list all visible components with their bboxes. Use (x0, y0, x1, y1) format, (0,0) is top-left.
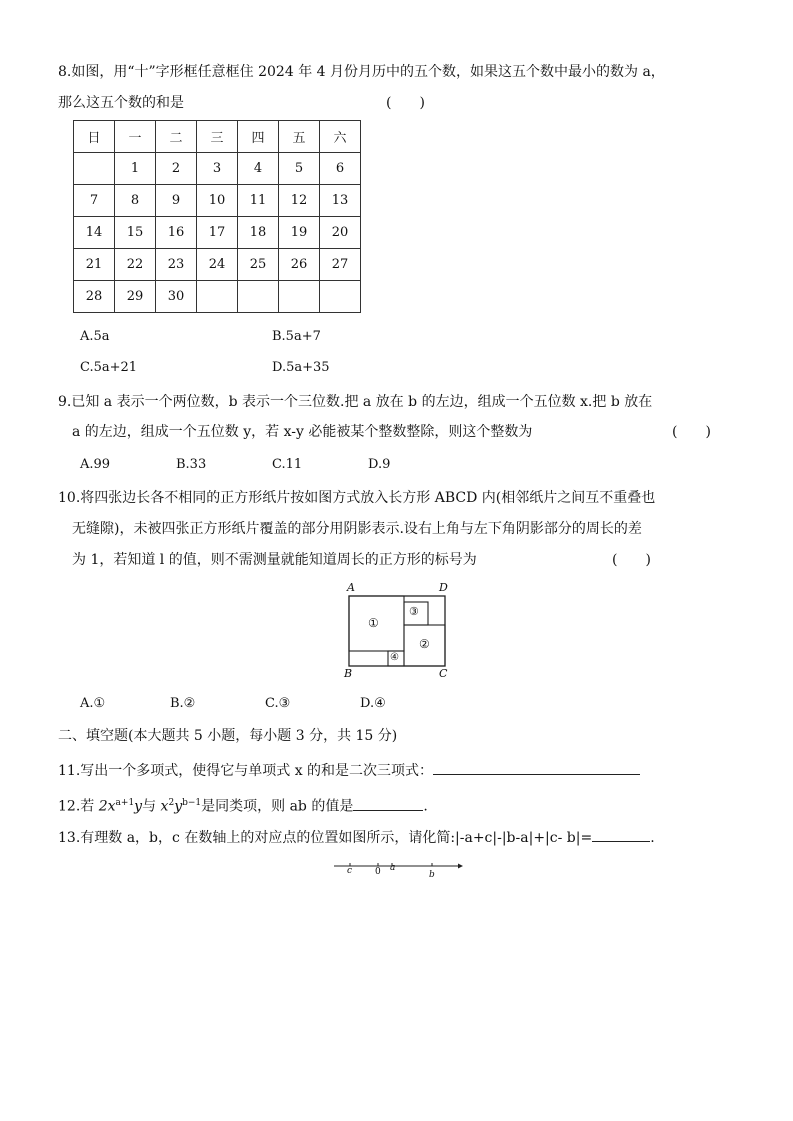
q12-term2-exponent-1: 2 (168, 798, 175, 808)
calendar-header: 四 (238, 121, 279, 153)
calendar-cell (238, 281, 279, 313)
calendar-cell: 18 (238, 217, 279, 249)
calendar-cell: 12 (279, 185, 320, 217)
q10-option-b[interactable]: B.② (170, 696, 196, 711)
number-line-figure (330, 858, 465, 882)
number-line-label-b: b (429, 870, 435, 880)
calendar-cell: 14 (74, 217, 115, 249)
calendar-cell: 1 (115, 153, 156, 185)
calendar-header: 三 (197, 121, 238, 153)
calendar-cell: 27 (320, 249, 361, 281)
calendar-cell: 29 (115, 281, 156, 313)
calendar-cell: 20 (320, 217, 361, 249)
calendar-row (74, 217, 361, 249)
q13-text (58, 827, 655, 848)
q12-prefix: 12.若 (58, 798, 99, 815)
square-label-1: ① (368, 616, 379, 630)
calendar-cell: 8 (115, 185, 156, 217)
calendar-cell: 21 (74, 249, 115, 281)
calendar-cell: 19 (279, 217, 320, 249)
q12-answer-blank[interactable] (353, 796, 423, 811)
calendar-cell: 17 (197, 217, 238, 249)
q12-term2-exponent-2: b−1 (182, 798, 202, 808)
number-line-label-zero: 0 (375, 867, 381, 877)
q12-text (58, 793, 428, 817)
calendar-cell: 13 (320, 185, 361, 217)
q8-option-b[interactable]: B.5a+7 (272, 329, 321, 344)
q12-term1-base: 2x (98, 798, 116, 815)
q10-answer-paren: ( ) (612, 552, 651, 568)
q11-text (58, 760, 640, 781)
q12-mid: 与 (142, 798, 161, 815)
calendar-cell: 4 (238, 153, 279, 185)
q8-option-c[interactable]: C.5a+21 (80, 360, 138, 375)
vertex-label-b: B (344, 667, 353, 680)
vertex-label-d: D (439, 581, 448, 594)
calendar-cell: 3 (197, 153, 238, 185)
calendar-cell: 7 (74, 185, 115, 217)
q11-prompt: 11.写出一个多项式，使得它与单项式 x 的和是二次三项式： (58, 763, 434, 779)
q10-option-d[interactable]: D.④ (360, 696, 386, 711)
calendar-cell: 11 (238, 185, 279, 217)
calendar-cell: 16 (156, 217, 197, 249)
calendar-row (74, 281, 361, 313)
q12-term2-base: x (160, 798, 169, 815)
number-line-label-c: c (347, 866, 353, 876)
calendar-cell: 28 (74, 281, 115, 313)
calendar-cell: 10 (197, 185, 238, 217)
vertex-label-a: A (347, 581, 355, 594)
calendar-cell: 23 (156, 249, 197, 281)
number-line-label-a: a (390, 863, 396, 873)
q12-end: . (423, 798, 428, 815)
q13-end: . (650, 830, 655, 846)
calendar-cell (74, 153, 115, 185)
square-label-4: ④ (390, 652, 399, 663)
q9-option-b[interactable]: B.33 (176, 457, 207, 472)
calendar-cell: 24 (197, 249, 238, 281)
q12-term1-exponent: a+1 (115, 798, 135, 808)
q9-option-a[interactable]: A.99 (80, 457, 111, 472)
calendar-header: 六 (320, 121, 361, 153)
q8-line2: 那么这五个数的和是 (58, 95, 184, 111)
calendar-header: 日 (74, 121, 115, 153)
q10-line2: 无缝隙)，未被四张正方形纸片覆盖的部分用阴影表示.设右上角与左下角阴影部分的周长的差 (72, 521, 642, 537)
calendar-cell: 2 (156, 153, 197, 185)
q10-line3: 为 1，若知道 l 的值，则不需测量就能知道周长的正方形的标号为 (72, 552, 477, 568)
calendar-cell (197, 281, 238, 313)
vertex-label-c: C (439, 667, 448, 680)
calendar-row (74, 249, 361, 281)
calendar-cell: 22 (115, 249, 156, 281)
calendar-cell: 15 (115, 217, 156, 249)
q12-term2-mid: y (174, 798, 183, 815)
q9-option-c[interactable]: C.11 (272, 457, 303, 472)
calendar-cell: 30 (156, 281, 197, 313)
calendar-cell: 5 (279, 153, 320, 185)
calendar-row (74, 153, 361, 185)
q10-line1: 10.将四张边长各不相同的正方形纸片按如图方式放入长方形 ABCD 内(相邻纸片之间互不重叠也 (58, 490, 656, 506)
calendar-row (74, 185, 361, 217)
q11-answer-blank[interactable] (433, 760, 640, 775)
q8-option-d[interactable]: D.5a+35 (272, 360, 330, 375)
calendar-cell (279, 281, 320, 313)
q9-option-d[interactable]: D.9 (368, 457, 391, 472)
q9-answer-paren: ( ) (672, 424, 711, 440)
calendar-cell: 9 (156, 185, 197, 217)
q10-option-c[interactable]: C.③ (265, 696, 291, 711)
calendar-table (73, 120, 361, 313)
q12-term1-tail: y (134, 798, 143, 815)
calendar-header: 二 (156, 121, 197, 153)
q10-option-a[interactable]: A.① (80, 696, 106, 711)
section-2-heading: 二、填空题(本大题共 5 小题，每小题 3 分，共 15 分) (58, 728, 398, 744)
q9-line1: 9.已知 a 表示一个两位数，b 表示一个三位数.把 a 放在 b 的左边，组成一个五位数 x.把 b 放在 (58, 394, 653, 410)
q12-suffix: 是同类项，则 ab 的值是 (201, 798, 354, 815)
q8-answer-paren: ( ) (386, 95, 425, 111)
calendar-cell: 25 (238, 249, 279, 281)
rectangle-abcd-figure (338, 580, 458, 682)
calendar-header-row (74, 121, 361, 153)
q13-answer-blank[interactable] (592, 827, 650, 842)
calendar-header: 一 (115, 121, 156, 153)
square-label-2: ② (419, 637, 430, 651)
q9-line2: a 的左边，组成一个五位数 y，若 x-y 必能被某个整数整除，则这个整数为 (72, 424, 533, 440)
q13-prompt: 13.有理数 a，b，c 在数轴上的对应点的位置如图所示，请化简:|-a+c|-|b-a|+|c- b|= (58, 830, 593, 846)
calendar-cell: 6 (320, 153, 361, 185)
q8-option-a[interactable]: A.5a (80, 329, 110, 344)
q8-line1: 8.如图，用“十”字形框任意框住 2024 年 4 月份月历中的五个数，如果这五个数中最小的数为 a， (58, 64, 665, 80)
calendar-header: 五 (279, 121, 320, 153)
calendar-cell: 26 (279, 249, 320, 281)
square-label-3: ③ (409, 605, 419, 618)
calendar-cell (320, 281, 361, 313)
